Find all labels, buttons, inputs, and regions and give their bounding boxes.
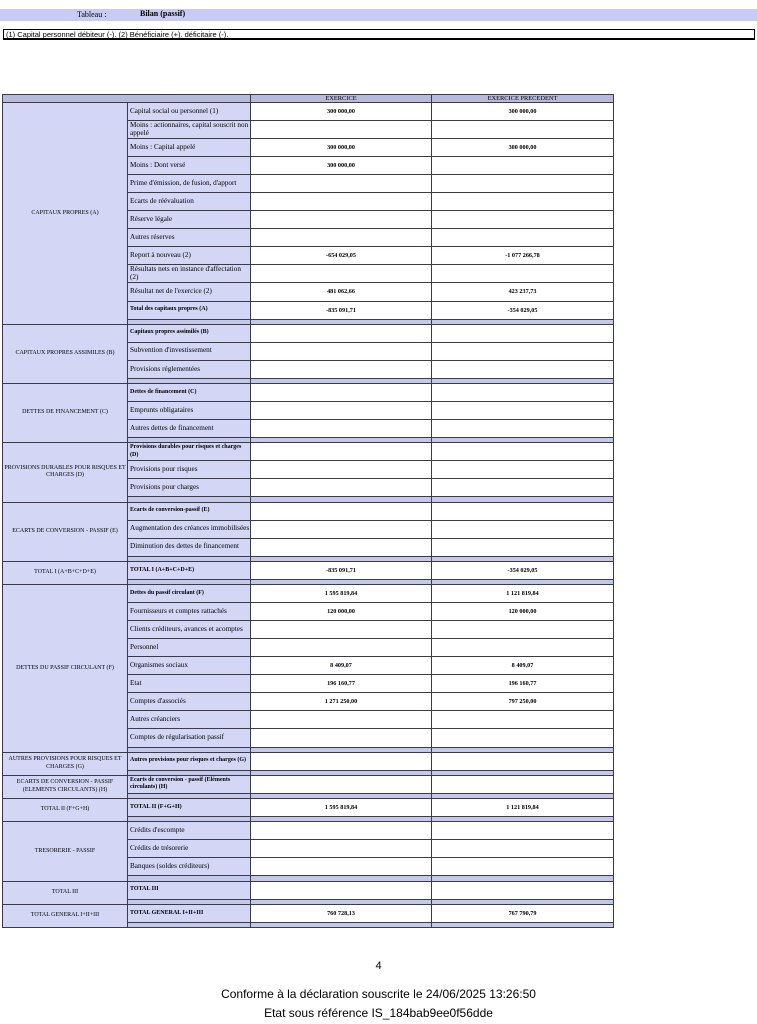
value-previous: 1 121 819,84 — [432, 799, 614, 817]
table-header-bar — [0, 9, 757, 21]
value-current — [251, 775, 432, 793]
value-previous — [432, 324, 614, 342]
row-label: Augmentation des créances immobilisées — [128, 520, 251, 538]
table-row — [3, 585, 614, 603]
section-label: AUTRES PROVISIONS POUR RISQUES ET CHARGES (G) — [3, 752, 128, 775]
section-label: PROVISIONS DURABLES POUR RISQUES ET CHARGES (D) — [3, 443, 128, 502]
row-label: Capitaux propres assimilés (B) — [128, 324, 251, 342]
value-previous — [432, 822, 614, 840]
row-label: Comptes d'associés — [128, 693, 251, 711]
row-label: TOTAL III — [128, 881, 251, 899]
value-previous — [432, 775, 614, 793]
row-label: Report à nouveau (2) — [128, 247, 251, 265]
value-previous — [432, 538, 614, 556]
row-label: TOTAL GENERAL I+II+III — [128, 904, 251, 922]
section-label: ECARTS DE CONVERSION - PASSIF (E) — [3, 502, 128, 561]
footer-conformity-line: Conforme à la déclaration souscrite le 24/06/2025 13:26:50 — [221, 987, 536, 1001]
value-previous — [432, 420, 614, 438]
value-current — [251, 840, 432, 858]
row-label: Provisions pour risques — [128, 461, 251, 479]
value-current: 196 160,77 — [251, 675, 432, 693]
value-current: -835 091,71 — [251, 561, 432, 579]
value-current: 1 595 819,84 — [251, 585, 432, 603]
value-previous — [432, 520, 614, 538]
section-label: CAPITAUX PROPRES (A) — [3, 103, 128, 325]
value-current — [251, 342, 432, 360]
value-current: 1 595 819,84 — [251, 799, 432, 817]
table-row — [3, 103, 614, 121]
row-label: Clients créditeurs, avances et acomptes — [128, 621, 251, 639]
value-previous — [432, 621, 614, 639]
row-label: Etat — [128, 675, 251, 693]
row-label: Diminution des dettes de financement — [128, 538, 251, 556]
value-previous — [432, 443, 614, 461]
row-label: Total des capitaux propres (A) — [128, 301, 251, 319]
value-previous — [432, 881, 614, 899]
value-previous — [432, 265, 614, 283]
value-current — [251, 711, 432, 729]
row-label: Dettes du passif circulant (F) — [128, 585, 251, 603]
value-current: 300 000,00 — [251, 139, 432, 157]
row-label: Résultats nets en instance d'affectation (2) — [128, 265, 251, 283]
row-label: Moins : actionnaires, capital souscrit non appelé — [128, 121, 251, 139]
row-label: Moins : Dont versé — [128, 157, 251, 175]
column-header-previous: EXERCICE PRECEDENT — [432, 95, 614, 103]
value-current: 120 000,00 — [251, 603, 432, 621]
value-previous — [432, 211, 614, 229]
section-label: ECARTS DE CONVERSION - PASSIF (ELEMENTS CIRCULANTS) (H) — [3, 775, 128, 798]
value-previous — [432, 157, 614, 175]
section-label: TOTAL II (F+G+H) — [3, 799, 128, 822]
row-label: Résultat net de l'exercice (2) — [128, 283, 251, 301]
value-current — [251, 193, 432, 211]
row-label: Moins : Capital appelé — [128, 139, 251, 157]
page-number: 4 — [375, 960, 382, 972]
row-label: Réserve légale — [128, 211, 251, 229]
value-current — [251, 858, 432, 876]
row-label: Provisions réglementées — [128, 360, 251, 378]
value-previous: 8 409,07 — [432, 657, 614, 675]
value-current: -835 091,71 — [251, 301, 432, 319]
row-label: Prime d'émission, de fusion, d'apport — [128, 175, 251, 193]
value-current — [251, 324, 432, 342]
row-label: Ecarts de conversion - passif (Eléments circulants) (H) — [128, 775, 251, 793]
section-label: DETTES DU PASSIF CIRCULANT (F) — [3, 585, 128, 753]
value-current — [251, 360, 432, 378]
value-current: 8 409,07 — [251, 657, 432, 675]
value-previous — [432, 342, 614, 360]
value-current — [251, 461, 432, 479]
section-label: TRESORERIE - PASSIF — [3, 822, 128, 881]
value-current — [251, 211, 432, 229]
value-current — [251, 175, 432, 193]
separator-cell — [251, 922, 432, 927]
value-current: 481 062,66 — [251, 283, 432, 301]
column-header-row — [3, 95, 614, 103]
value-previous — [432, 479, 614, 497]
row-label: TOTAL I (A+B+C+D+E) — [128, 561, 251, 579]
table-title: Bilan (passif) — [140, 9, 186, 18]
value-previous — [432, 752, 614, 770]
column-header-current: EXERCICE — [251, 95, 432, 103]
value-current — [251, 443, 432, 461]
header-blank-cell — [3, 95, 251, 103]
section-label: TOTAL GENERAL I+II+III — [3, 904, 128, 927]
row-label: Comptes de régularisation passif — [128, 729, 251, 747]
value-previous — [432, 193, 614, 211]
section-label: DETTES DE FINANCEMENT (C) — [3, 384, 128, 443]
value-current — [251, 729, 432, 747]
value-previous: 767 790,79 — [432, 904, 614, 922]
value-previous — [432, 711, 614, 729]
value-previous: -354 029,05 — [432, 301, 614, 319]
section-label: CAPITAUX PROPRES ASSIMILES (B) — [3, 324, 128, 383]
table-row — [3, 443, 614, 461]
separator-cell — [432, 922, 614, 927]
row-label: Emprunts obligataires — [128, 402, 251, 420]
value-previous — [432, 729, 614, 747]
value-previous: 196 160,77 — [432, 675, 614, 693]
value-previous: 797 250,00 — [432, 693, 614, 711]
value-current: 300 000,00 — [251, 157, 432, 175]
table-row — [3, 881, 614, 899]
table-row — [3, 904, 614, 922]
value-previous: 120 000,00 — [432, 603, 614, 621]
row-label: TOTAL II (F+G+H) — [128, 799, 251, 817]
table-row — [3, 752, 614, 770]
value-current — [251, 502, 432, 520]
table-row — [3, 561, 614, 579]
value-previous: 1 121 819,84 — [432, 585, 614, 603]
value-previous: -1 077 266,78 — [432, 247, 614, 265]
value-previous — [432, 384, 614, 402]
row-label: Subvention d'investissement — [128, 342, 251, 360]
row-label: Crédits d'escompte — [128, 822, 251, 840]
value-current — [251, 420, 432, 438]
table-row — [3, 324, 614, 342]
row-label: Provisions durables pour risques et charges (D) — [128, 443, 251, 461]
table-row — [3, 799, 614, 817]
row-label: Ecarts de conversion-passif (E) — [128, 502, 251, 520]
value-previous — [432, 502, 614, 520]
value-current — [251, 881, 432, 899]
value-current — [251, 121, 432, 139]
value-previous — [432, 858, 614, 876]
value-current: 1 271 250,00 — [251, 693, 432, 711]
value-previous — [432, 175, 614, 193]
value-previous: 300 000,00 — [432, 103, 614, 121]
passif-table — [2, 94, 614, 928]
value-previous: 423 237,73 — [432, 283, 614, 301]
value-current — [251, 229, 432, 247]
value-current: 300 000,00 — [251, 103, 432, 121]
row-label: Crédits de trésorerie — [128, 840, 251, 858]
value-previous: -354 029,05 — [432, 561, 614, 579]
table-row — [3, 822, 614, 840]
value-current — [251, 538, 432, 556]
row-label: Fournisseurs et comptes rattachés — [128, 603, 251, 621]
separator-cell — [128, 922, 251, 927]
section-label: TOTAL III — [3, 881, 128, 904]
value-previous — [432, 360, 614, 378]
row-label: Autres provisions pour risques et charges (G) — [128, 752, 251, 770]
row-label: Dettes de financement (C) — [128, 384, 251, 402]
row-label: Personnel — [128, 639, 251, 657]
value-current — [251, 402, 432, 420]
value-current — [251, 639, 432, 657]
footer-reference-line: Etat sous référence IS_184bab9ee0f56dde — [264, 1006, 493, 1020]
table-label: Tableau : — [77, 10, 107, 19]
passif-table-body — [3, 103, 614, 928]
row-label: Provisions pour charges — [128, 479, 251, 497]
value-current — [251, 479, 432, 497]
value-current — [251, 384, 432, 402]
value-previous — [432, 402, 614, 420]
row-label: Ecarts de réévaluation — [128, 193, 251, 211]
value-previous: 300 000,00 — [432, 139, 614, 157]
value-previous — [432, 229, 614, 247]
value-current — [251, 621, 432, 639]
row-label: Autres créanciers — [128, 711, 251, 729]
value-current — [251, 752, 432, 770]
table-row — [3, 384, 614, 402]
table-row — [3, 775, 614, 793]
row-label: Capital social ou personnel (1) — [128, 103, 251, 121]
section-label: TOTAL I (A+B+C+D+E) — [3, 561, 128, 584]
value-current — [251, 520, 432, 538]
value-previous — [432, 840, 614, 858]
value-current: 760 728,13 — [251, 904, 432, 922]
row-label: Organismes sociaux — [128, 657, 251, 675]
value-current — [251, 822, 432, 840]
value-previous — [432, 121, 614, 139]
table-row — [3, 502, 614, 520]
row-label: Autres dettes de financement — [128, 420, 251, 438]
value-current: -654 029,05 — [251, 247, 432, 265]
value-current — [251, 265, 432, 283]
value-previous — [432, 639, 614, 657]
value-previous — [432, 461, 614, 479]
row-label: Banques (soldes créditeurs) — [128, 858, 251, 876]
row-label: Autres réserves — [128, 229, 251, 247]
footnote-box: (1) Capital personnel débiteur (-). (2) Bénéficiaire (+). déficitaire (-). — [3, 29, 755, 40]
